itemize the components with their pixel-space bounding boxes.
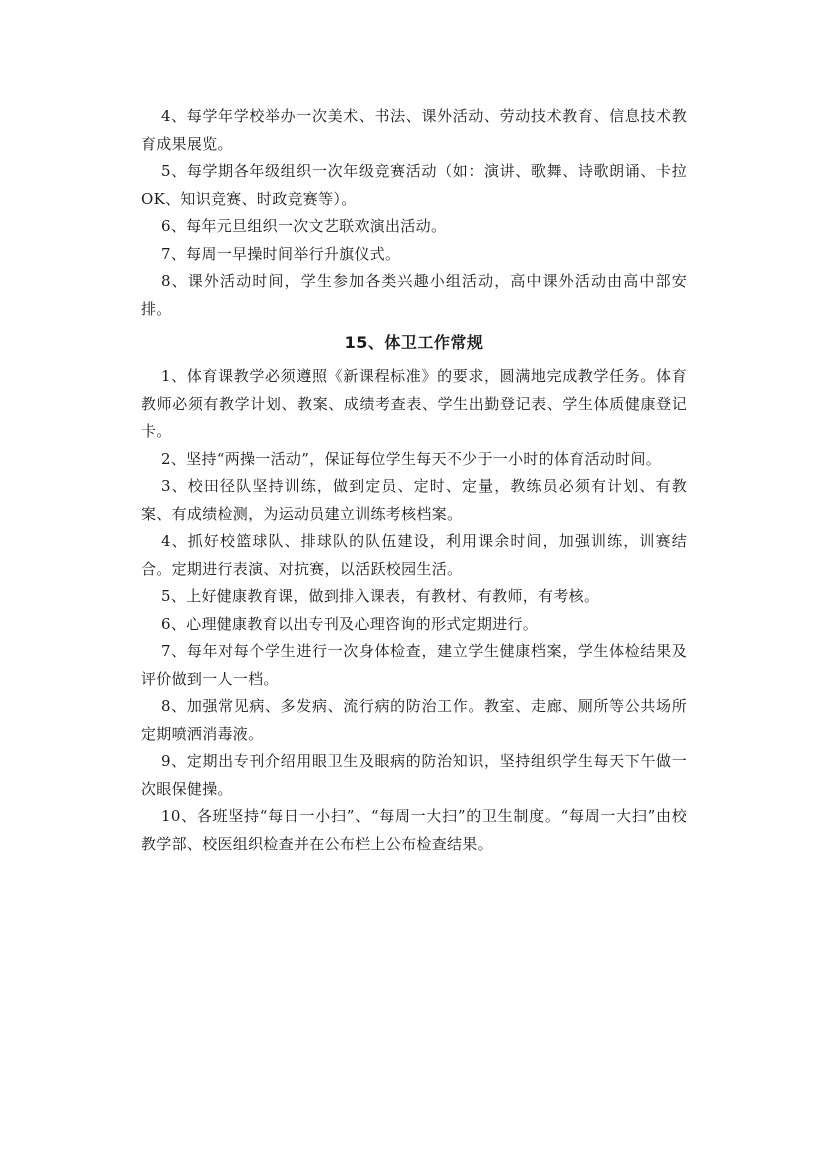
rule-item-8: 8、加强常见病、多发病、流行病的防治工作。教室、走廊、厕所等公共场所定期喷洒消毒液。 [141, 697, 687, 743]
rule-item-3: 3、校田径队坚持训练，做到定员、定时、定量，教练员必须有计划、有教案、有成绩检测，为运动员建立训练考核档案。 [141, 477, 687, 523]
activity-item-5: 5、每学期各年级组织一次年级竞赛活动（如：演讲、歌舞、诗歌朗诵、卡拉OK、知识竞赛、时政竞赛等）。 [141, 162, 687, 208]
rule-item-5: 5、上好健康教育课，做到排入课表，有教材、有教师，有考核。 [161, 587, 600, 605]
rule-item-9: 9、定期出专刊介绍用眼卫生及眼病的防治知识，坚持组织学生每天下午做一次眼保健操。 [141, 752, 687, 798]
rule-item-6: 6、心理健康教育以出专刊及心理咨询的形式定期进行。 [161, 614, 539, 633]
document-body [141, 103, 687, 858]
activity-item-6: 6、每年元旦组织一次文艺联欢演出活动。 [161, 217, 447, 235]
rule-item-1: 1、体育课教学必须遵照《新课程标准》的要求，圆满地完成教学任务。体育教师必须有教学计划、教案、成绩考查表、学生出勤登记表、学生体质健康登记卡。 [141, 367, 687, 440]
rule-item-7: 7、每年对每个学生进行一次身体检查，建立学生健康档案，学生体检结果及评价做到一人一档。 [141, 642, 687, 688]
rule-item-2: 2、坚持“两操一活动”，保证每位学生每天不少于一小时的体育活动时间。 [161, 449, 662, 468]
activity-item-4: 4、每学年学校举办一次美术、书法、课外活动、劳动技术教育、信息技术教育成果展览。 [141, 107, 687, 153]
rule-item-4: 4、抓好校篮球队、排球队的队伍建设，利用课余时间，加强训练，训赛结合。定期进行表演、对抗赛，以活跃校园生活。 [141, 532, 687, 578]
activity-item-7: 7、每周一早操时间举行升旗仪式。 [161, 244, 401, 263]
section-title: 15、体卫工作常规 [344, 333, 484, 352]
activity-item-8: 8、课外活动时间，学生参加各类兴趣小组活动，高中课外活动由高中部安排。 [141, 272, 687, 318]
rule-item-10: 10、各班坚持“每日一小扫”、“每周一大扫”的卫生制度。“每周一大扫”由校教学部、校医组织检查并在公布栏上公布检查结果。 [141, 807, 687, 853]
